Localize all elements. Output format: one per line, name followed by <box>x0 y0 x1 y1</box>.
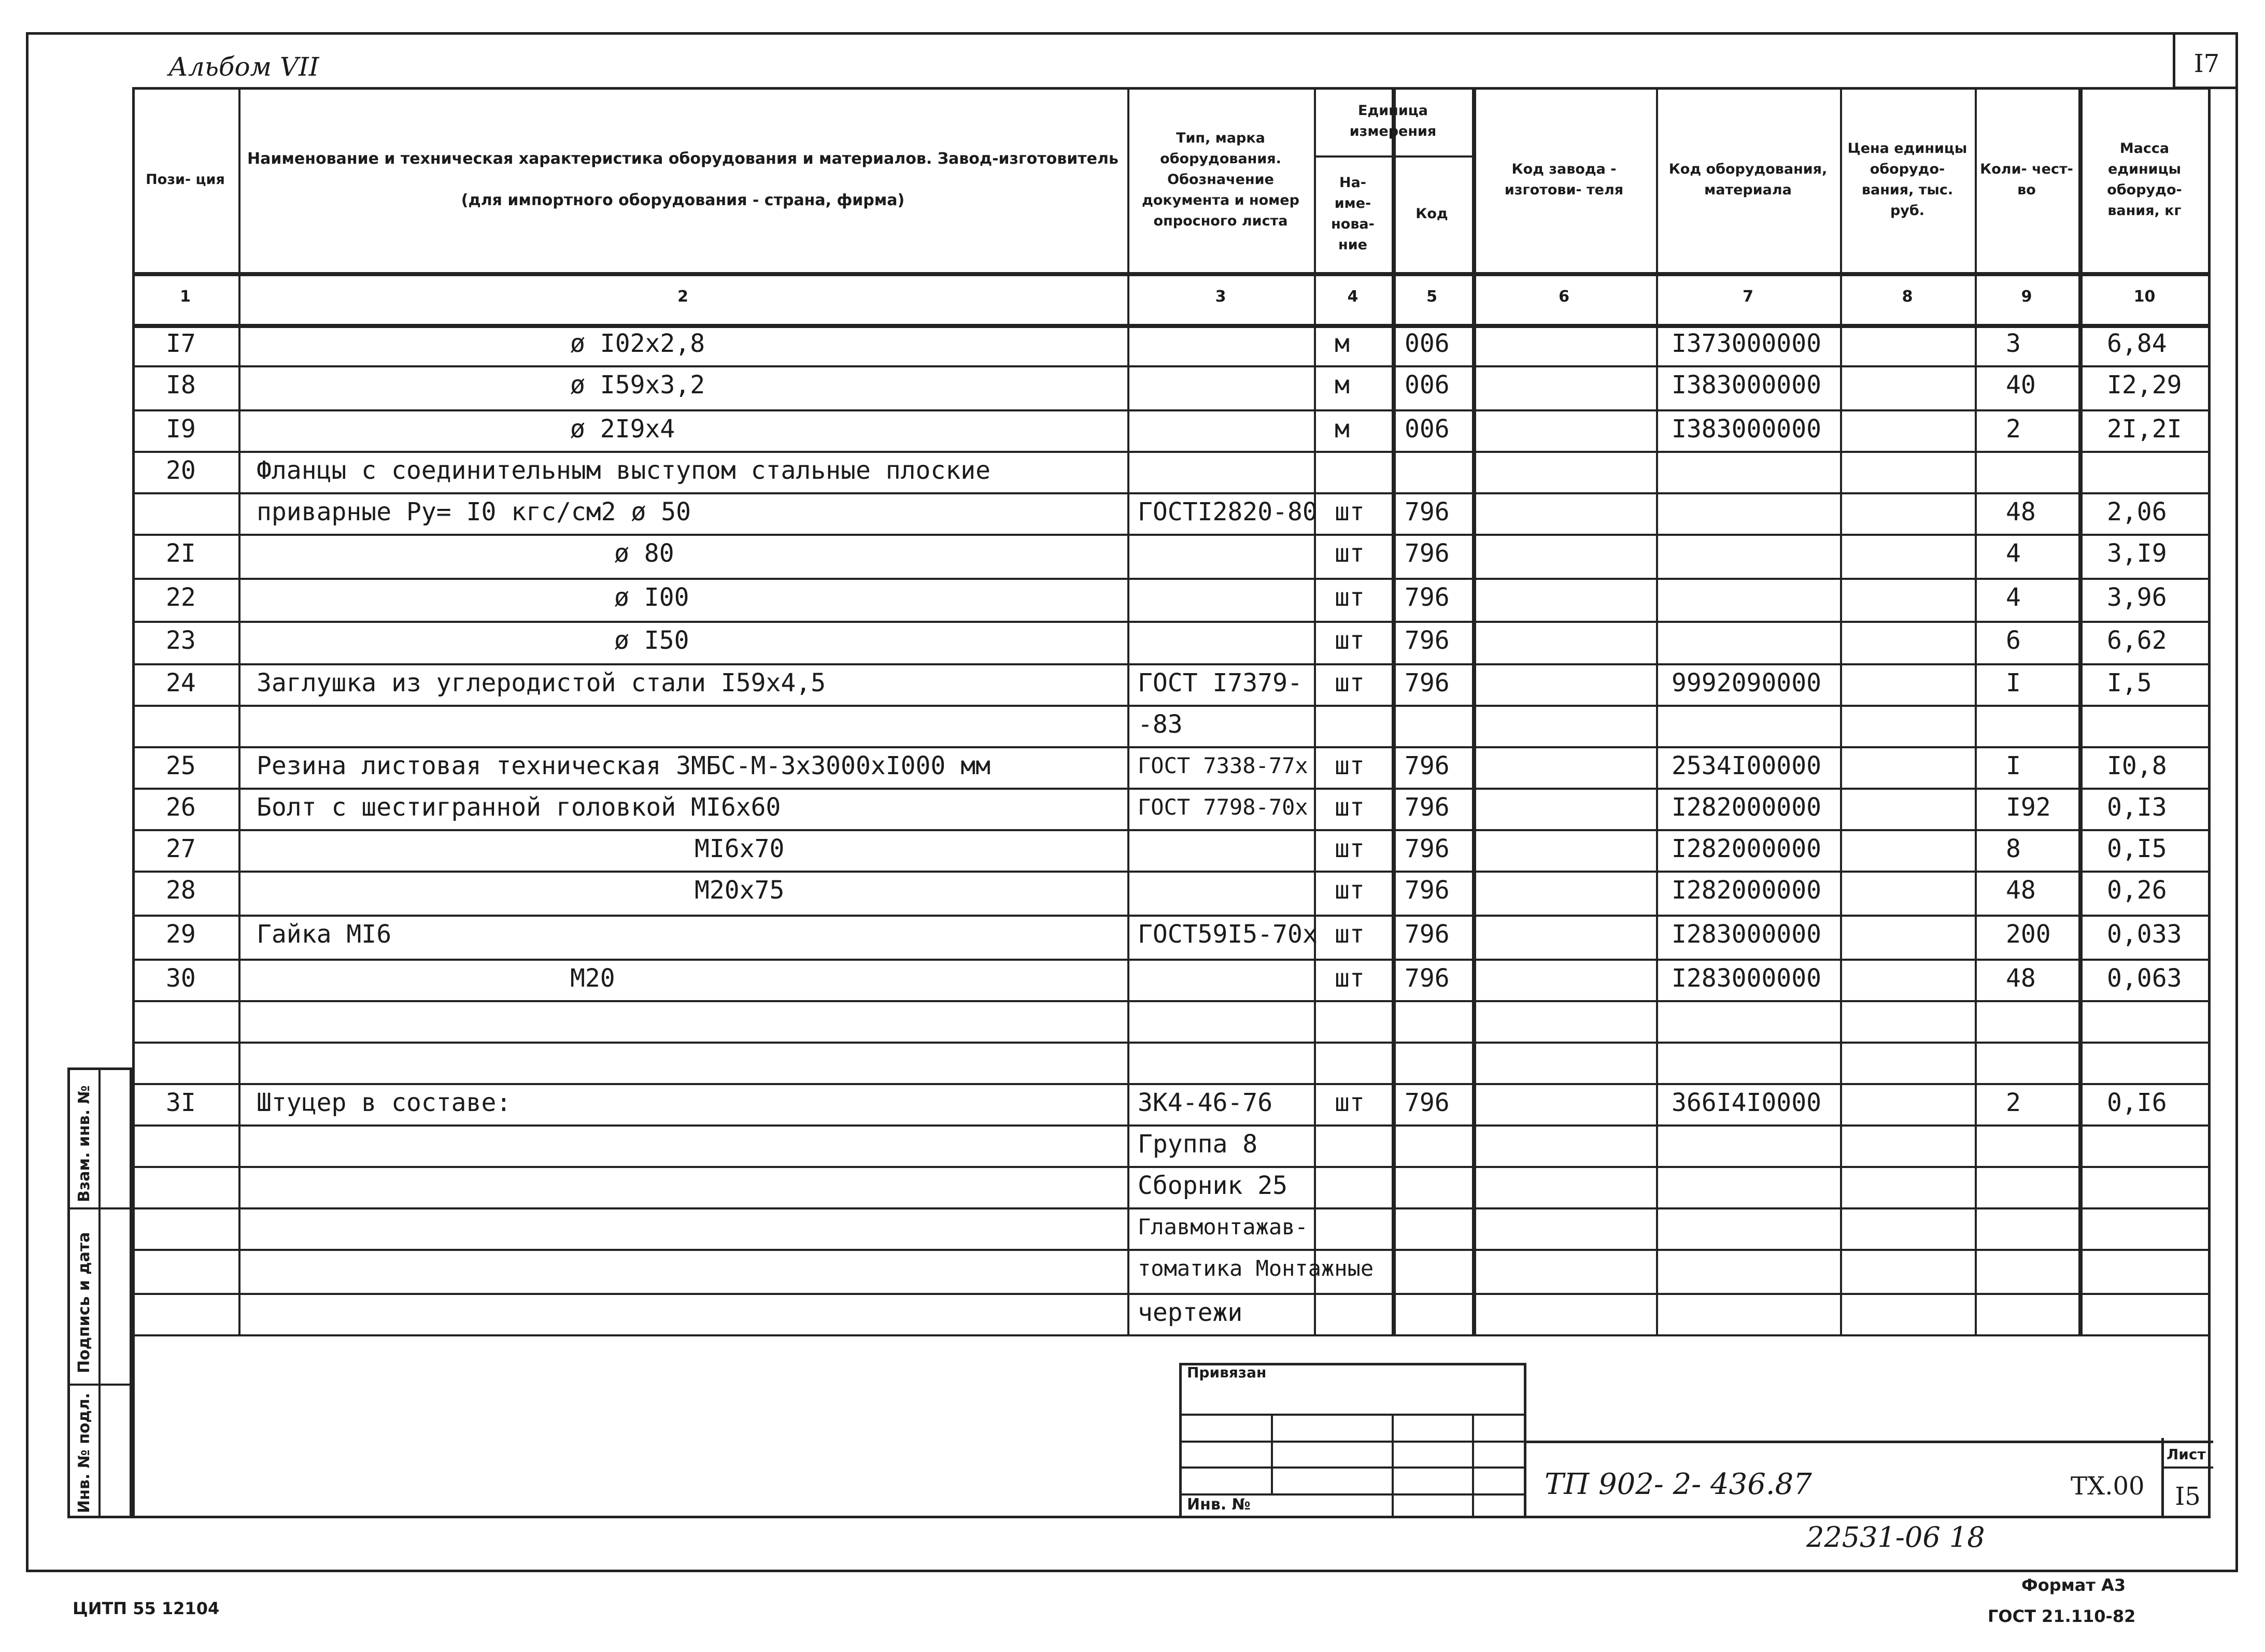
column-number: 2 <box>677 288 688 306</box>
cell-equipment-code: I383000000 <box>1672 415 1821 444</box>
header-plant-code: Код завода - изготови- теля <box>1504 161 1624 198</box>
cell-equipment-code: I282000000 <box>1672 834 1821 863</box>
row-line <box>132 451 2211 453</box>
cell-position: 24 <box>166 668 196 697</box>
row-line <box>132 534 2211 536</box>
cell-quantity: 3 <box>2006 329 2021 358</box>
cell-position: 30 <box>166 964 196 993</box>
album-label: Альбом VII <box>168 52 319 82</box>
cell-unit: шт <box>1335 964 1365 993</box>
order-number: 22531-06 18 <box>1806 1521 1985 1554</box>
cell-mass: 6,84 <box>2107 329 2167 358</box>
row-line <box>132 705 2211 707</box>
cell-name: М20 <box>570 964 615 993</box>
cell-unit: шт <box>1335 793 1365 822</box>
cell-name: ø I02x2,8 <box>570 329 705 358</box>
cell-equipment-code: I282000000 <box>1672 876 1821 905</box>
row-line <box>132 365 2211 367</box>
cell-quantity: 200 <box>2006 920 2051 949</box>
cell-name: ø I50 <box>614 626 689 655</box>
cell-position: I7 <box>166 329 196 358</box>
cell-unit: м <box>1335 415 1350 444</box>
cell-equipment-code: I283000000 <box>1672 964 1821 993</box>
cell-unit-code: 796 <box>1405 626 1450 655</box>
format-label: Формат А3 <box>2021 1575 2126 1595</box>
column-number: 9 <box>2021 288 2032 306</box>
header-type: Тип, марка оборудования. Обозначение документа и номер опросного листа <box>1142 130 1299 229</box>
row-line <box>132 621 2211 623</box>
cell-mass: 0,I5 <box>2107 834 2167 863</box>
cell-unit-code: 796 <box>1405 539 1450 568</box>
stamp-line <box>2161 1466 2213 1469</box>
header-line <box>132 324 2211 328</box>
cell-name: М20x75 <box>695 876 785 905</box>
cell-unit-code: 006 <box>1405 415 1450 444</box>
cell-unit: шт <box>1335 1088 1365 1117</box>
cell-unit-code: 796 <box>1405 964 1450 993</box>
cell-equipment-code: 366I4I0000 <box>1672 1088 1821 1117</box>
cell-document: ГОСТ I7379- <box>1138 668 1303 697</box>
row-line <box>132 1334 2211 1336</box>
stamp-line <box>1472 1414 1474 1517</box>
cell-quantity: 40 <box>2006 371 2036 400</box>
cell-quantity: I <box>2006 668 2021 697</box>
cell-document: ГОСТI2820-80 <box>1138 497 1318 526</box>
cell-mass: I,5 <box>2107 668 2152 697</box>
cell-position: 2I <box>166 539 196 568</box>
header-name: Наименование и техническая характеристика оборудования и материалов. Завод-изготовитель (для импортного оборудования - страна, фирма) <box>247 149 1119 209</box>
cell-name: Фланцы с соединительным выступом стальные плоские <box>257 456 991 485</box>
cell-mass: 3,96 <box>2107 583 2167 612</box>
cell-unit-code: 796 <box>1405 876 1450 905</box>
stamp-line <box>1179 1466 1526 1469</box>
row-line <box>132 663 2211 665</box>
cell-mass: 2,06 <box>2107 497 2167 526</box>
header-mass: Масса единицы оборудо- вания, кг <box>2107 140 2182 219</box>
cell-name: Резина листовая техническая 3МБС-М-3х3000хI000 мм <box>257 751 991 780</box>
cell-position: 23 <box>166 626 196 655</box>
cell-mass: 0,26 <box>2107 876 2167 905</box>
column-number: 3 <box>1215 288 1226 306</box>
stamp-line <box>1392 1414 1394 1517</box>
row-line <box>132 1293 2211 1295</box>
footer-right: ГОСТ 21.110-82 <box>1988 1606 2136 1626</box>
cell-name: ø I59x3,2 <box>570 371 705 400</box>
stamp-privyazan: Привязан <box>1187 1364 1267 1381</box>
side-strip-line <box>67 1207 132 1209</box>
cell-quantity: 2 <box>2006 415 2021 444</box>
cell-equipment-code: 9992090000 <box>1672 668 1821 697</box>
cell-position: 3I <box>166 1088 196 1117</box>
cell-name: ø 2I9x4 <box>570 415 675 444</box>
cell-unit-code: 006 <box>1405 371 1450 400</box>
row-line <box>132 915 2211 917</box>
header-unit-code: Код <box>1415 205 1448 222</box>
cell-unit: шт <box>1335 539 1365 568</box>
cell-position: 25 <box>166 751 196 780</box>
cell-unit: шт <box>1335 668 1365 697</box>
cell-position: 20 <box>166 456 196 485</box>
column-number: 6 <box>1559 288 1569 306</box>
cell-position: I9 <box>166 415 196 444</box>
cell-mass: 0,033 <box>2107 920 2182 949</box>
cell-unit-code: 796 <box>1405 1088 1450 1117</box>
cell-mass: 0,I3 <box>2107 793 2167 822</box>
stamp-code: ТХ.00 <box>2071 1472 2145 1501</box>
cell-mass: 3,I9 <box>2107 539 2167 568</box>
cell-document: томатика Монтажные <box>1138 1256 1374 1281</box>
stamp-sheet-number: I5 <box>2175 1482 2201 1511</box>
cell-unit: шт <box>1335 497 1365 526</box>
column-number: 1 <box>180 288 191 306</box>
cell-quantity: 8 <box>2006 834 2021 863</box>
cell-document: 3К4-46-76 <box>1138 1088 1273 1117</box>
cell-document: -83 <box>1138 710 1183 739</box>
cell-unit: шт <box>1335 834 1365 863</box>
row-line <box>132 1000 2211 1002</box>
row-line <box>132 871 2211 873</box>
stamp-sheet-label: Лист <box>2167 1446 2206 1463</box>
cell-unit: шт <box>1335 626 1365 655</box>
cell-document: Группа 8 <box>1138 1130 1258 1159</box>
row-line <box>132 1249 2211 1251</box>
column-number: 4 <box>1347 288 1358 306</box>
cell-unit-code: 796 <box>1405 834 1450 863</box>
row-line <box>132 959 2211 961</box>
row-line <box>132 492 2211 494</box>
cell-name: Заглушка из углеродистой стали I59x4,5 <box>257 668 826 697</box>
header-line <box>132 272 2211 276</box>
cell-quantity: 48 <box>2006 876 2036 905</box>
cell-unit-code: 796 <box>1405 668 1450 697</box>
cell-position: I8 <box>166 371 196 400</box>
cell-unit: шт <box>1335 583 1365 612</box>
row-line <box>132 829 2211 831</box>
column-number: 7 <box>1743 288 1753 306</box>
header-unit-name: На- име- нова- ние <box>1331 174 1375 253</box>
cell-name: Гайка МI6 <box>257 920 392 949</box>
cell-quantity: 2 <box>2006 1088 2021 1117</box>
cell-document: Сборник 25 <box>1138 1171 1287 1200</box>
cell-position: 22 <box>166 583 196 612</box>
cell-position: 26 <box>166 793 196 822</box>
cell-document: ГОСТ 7798-70х <box>1138 794 1308 820</box>
cell-quantity: 4 <box>2006 539 2021 568</box>
row-line <box>132 746 2211 748</box>
cell-name: ø I00 <box>614 583 689 612</box>
side-label-inventory: Инв. № подл. <box>75 1392 93 1513</box>
cell-equipment-code: I283000000 <box>1672 920 1821 949</box>
row-line <box>132 578 2211 580</box>
stamp-inv-no: Инв. № <box>1187 1496 1251 1514</box>
cell-quantity: 6 <box>2006 626 2021 655</box>
cell-position: 29 <box>166 920 196 949</box>
header-quantity: Коли- чест- во <box>1980 161 2073 198</box>
cell-unit-code: 796 <box>1405 497 1450 526</box>
cell-position: 28 <box>166 876 196 905</box>
row-line <box>132 1207 2211 1209</box>
side-strip-divider <box>98 1067 101 1518</box>
cell-unit: шт <box>1335 751 1365 780</box>
cell-mass: 0,063 <box>2107 964 2182 993</box>
stamp-line <box>1179 1414 1526 1416</box>
cell-unit-code: 796 <box>1405 751 1450 780</box>
cell-name: Болт с шестигранной головкой МI6x60 <box>257 793 781 822</box>
stamp-line <box>1179 1441 1526 1443</box>
cell-mass: I0,8 <box>2107 751 2167 780</box>
cell-unit: м <box>1335 329 1350 358</box>
stamp-designation: ТП 902- 2- 436.87 <box>1545 1468 1812 1501</box>
top-sheet-number: I7 <box>2193 49 2220 78</box>
side-strip-line <box>67 1384 132 1386</box>
cell-quantity: I <box>2006 751 2021 780</box>
cell-document: ГОСТ59I5-70х <box>1138 920 1318 949</box>
row-line <box>132 1166 2211 1168</box>
cell-equipment-code: I373000000 <box>1672 329 1821 358</box>
cell-name: приварные Ру= I0 кгс/см2 ø 50 <box>257 497 691 526</box>
stamp-line <box>1271 1414 1273 1494</box>
cell-equipment-code: 2534I00000 <box>1672 751 1821 780</box>
row-line <box>132 1083 2211 1085</box>
cell-position: 27 <box>166 834 196 863</box>
cell-equipment-code: I383000000 <box>1672 371 1821 400</box>
header-equipment-code: Код оборудования, материала <box>1668 161 1828 198</box>
cell-unit: шт <box>1335 876 1365 905</box>
column-number: 8 <box>1902 288 1913 306</box>
cell-unit-code: 796 <box>1405 920 1450 949</box>
row-line <box>132 1124 2211 1127</box>
cell-quantity: 48 <box>2006 964 2036 993</box>
header-position: Пози- ция <box>146 171 225 188</box>
cell-mass: I2,29 <box>2107 371 2182 400</box>
row-line <box>132 409 2211 411</box>
header-unit: Единица измерения <box>1349 103 1437 139</box>
footer-left: ЦИТП 55 12104 <box>73 1599 220 1618</box>
cell-quantity: 4 <box>2006 583 2021 612</box>
cell-quantity: 48 <box>2006 497 2036 526</box>
cell-document: чертежи <box>1138 1298 1243 1327</box>
cell-name: ø 80 <box>614 539 674 568</box>
cell-unit-code: 796 <box>1405 793 1450 822</box>
row-line <box>132 1042 2211 1044</box>
cell-unit-code: 796 <box>1405 583 1450 612</box>
side-label-signature: Подпись и дата <box>75 1232 93 1373</box>
column-number: 5 <box>1426 288 1437 306</box>
cell-document: ГОСТ 7338-77х <box>1138 753 1308 778</box>
cell-name: Штуцер в составе: <box>257 1088 512 1117</box>
cell-mass: 6,62 <box>2107 626 2167 655</box>
header-price: Цена единицы оборудо- вания, тыс. руб. <box>1847 140 1967 219</box>
cell-mass: 0,I6 <box>2107 1088 2167 1117</box>
cell-unit-code: 006 <box>1405 329 1450 358</box>
cell-name: МI6x70 <box>695 834 785 863</box>
cell-equipment-code: I282000000 <box>1672 793 1821 822</box>
cell-quantity: I92 <box>2006 793 2051 822</box>
cell-unit: шт <box>1335 920 1365 949</box>
cell-mass: 2I,2I <box>2107 415 2182 444</box>
cell-unit: м <box>1335 371 1350 400</box>
row-line <box>132 788 2211 790</box>
side-label-replace: Взам. инв. № <box>75 1085 93 1202</box>
column-number: 10 <box>2133 288 2156 306</box>
cell-document: Главмонтажав- <box>1138 1214 1308 1240</box>
